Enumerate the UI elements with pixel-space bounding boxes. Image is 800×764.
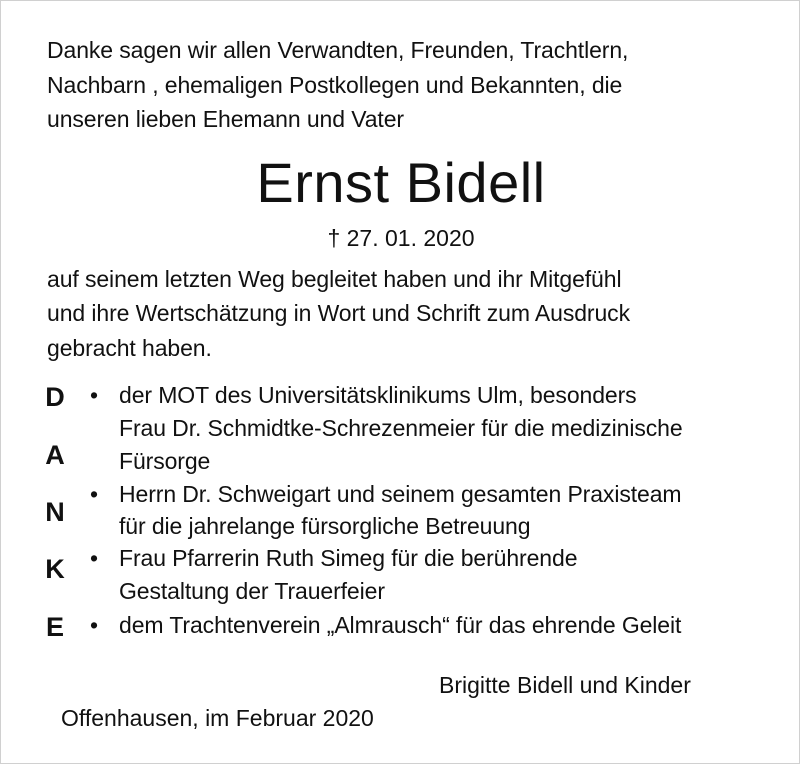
danke-letter-n: N <box>45 497 65 527</box>
item-1-line-3: Fürsorge <box>119 448 211 474</box>
item-3-line-2: Gestaltung der Trauerfeier <box>119 578 385 604</box>
intro-line-3: unseren lieben Ehemann und Vater <box>47 106 404 132</box>
item-2-line-2: für die jahrelange fürsorgliche Betreuung <box>119 513 531 539</box>
bullet-icon: • <box>89 481 99 507</box>
item-3-line-1: Frau Pfarrerin Ruth Simeg für die berührende <box>119 545 578 571</box>
item-4-line-1: dem Trachtenverein „Almrausch“ für das ehrende Geleit <box>119 612 682 638</box>
danke-letter-k: K <box>45 554 65 584</box>
deceased-name: Ernst Bidell <box>256 151 546 214</box>
body-line-1: auf seinem letzten Weg begleitet haben und ihr Mitgefühl <box>47 266 622 292</box>
death-date: † 27. 01. 2020 <box>327 225 475 251</box>
danke-letter-e: E <box>45 612 64 642</box>
bullet-icon: • <box>89 382 99 408</box>
bullet-icon: • <box>89 612 99 638</box>
bullet-icon: • <box>89 545 99 571</box>
body-line-2: und ihre Wertschätzung in Wort und Schrift zum Ausdruck <box>47 300 630 326</box>
item-1-line-2: Frau Dr. Schmidtke-Schrezenmeier für die medizinische <box>119 415 683 441</box>
intro-line-2: Nachbarn , ehemaligen Postkollegen und Bekannten, die <box>47 72 623 98</box>
item-1-line-1: der MOT des Universitätsklinikums Ulm, besonders <box>119 382 637 408</box>
danke-letter-a: A <box>45 440 65 470</box>
place-date: Offenhausen, im Februar 2020 <box>61 705 374 731</box>
item-2-line-1: Herrn Dr. Schweigart und seinem gesamten Praxisteam <box>119 481 682 507</box>
signature: Brigitte Bidell und Kinder <box>439 672 691 698</box>
intro-line-1: Danke sagen wir allen Verwandten, Freunden, Trachtlern, <box>47 37 629 63</box>
body-line-3: gebracht haben. <box>47 335 212 361</box>
danke-letter-d: D <box>45 382 65 412</box>
